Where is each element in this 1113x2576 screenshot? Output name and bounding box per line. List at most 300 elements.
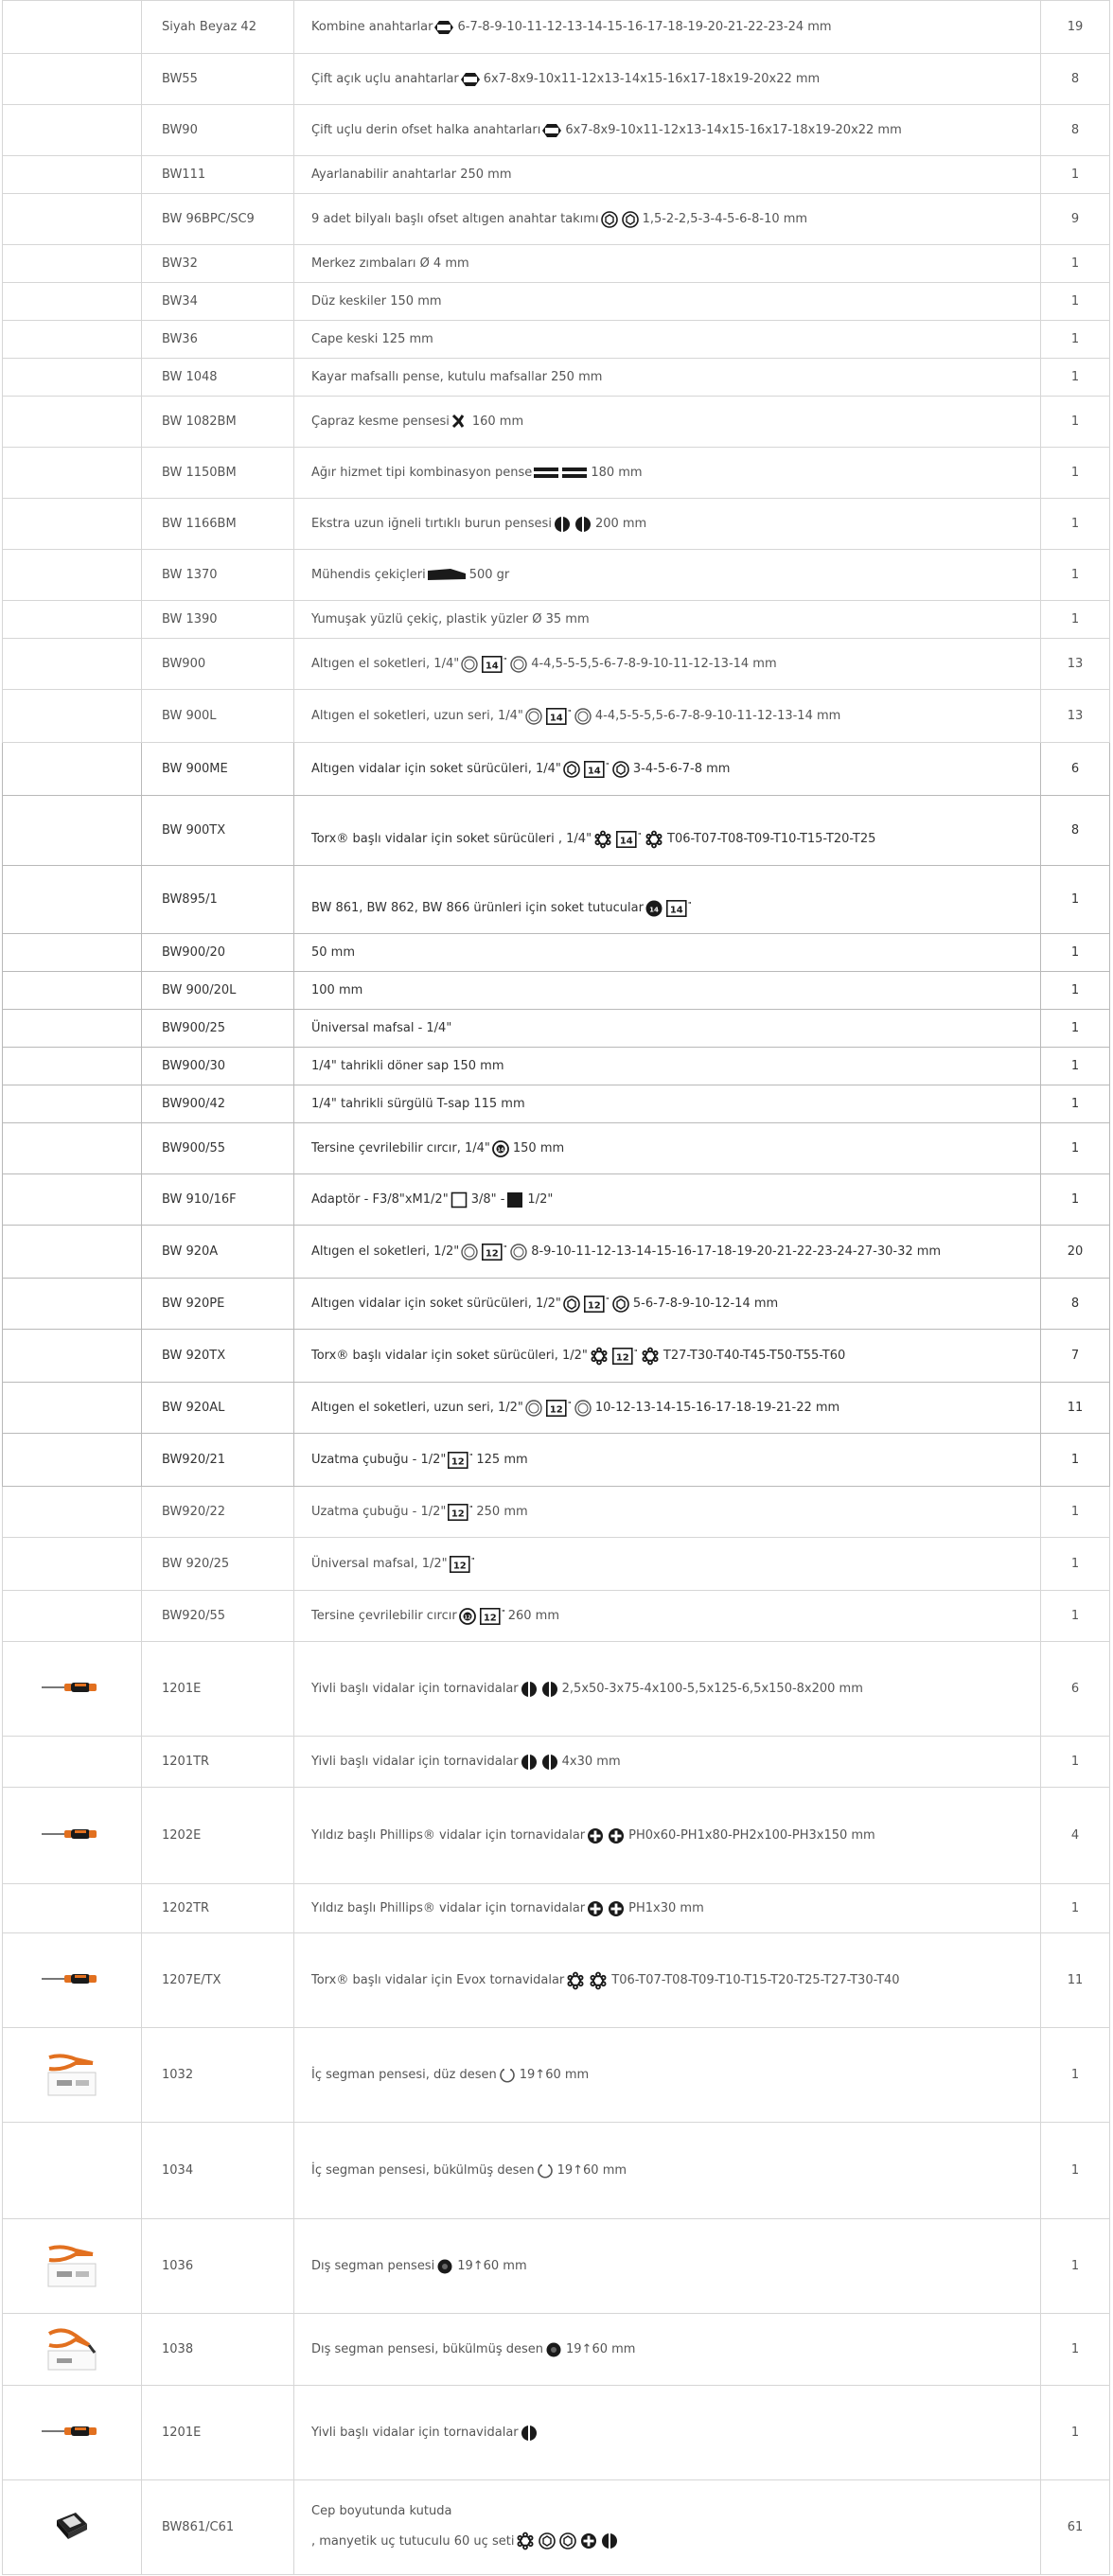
description-line-secondary (311, 2532, 1040, 2550)
product-description: Cep boyutunda kutuda (311, 2504, 452, 2518)
badge-12-icon (480, 1608, 504, 1625)
product-description: Çift uçlu derin ofset halka anahtarları (311, 123, 541, 137)
product-description: Çapraz kesme pensesi (311, 415, 450, 429)
product-description: Üniversal mafsal, 1/2" (311, 1557, 448, 1571)
torx-icon (645, 830, 663, 849)
table-row (3, 1933, 1110, 2028)
table-row (3, 499, 1110, 550)
product-code: 1201E (142, 2386, 294, 2480)
table-row (3, 1487, 1110, 1538)
product-spec: 1,5-2-2,5-3-4-5-6-8-10 mm (642, 212, 808, 226)
ratchet-12-icon (459, 1608, 476, 1625)
product-code: BW 1048 (142, 359, 294, 397)
product-code: BW32 (142, 245, 294, 283)
product-image-cell (3, 1884, 142, 1933)
product-quantity: 1 (1041, 283, 1110, 321)
hex-circle-icon (563, 1296, 580, 1313)
product-spec: 5-6-7-8-9-10-12-14 mm (632, 1297, 779, 1311)
product-spec: 19↑60 mm (457, 2259, 527, 2273)
product-image-cell (3, 1487, 142, 1538)
product-description-cell (294, 1, 1041, 54)
product-description-cell (294, 743, 1041, 796)
description-line (311, 294, 1040, 309)
product-image-cell (3, 194, 142, 245)
description-line (311, 1097, 1040, 1111)
product-description-cell (294, 2480, 1041, 2575)
product-code: BW900/20 (142, 934, 294, 972)
description-line (311, 1971, 1040, 1990)
badge-12-icon (448, 1504, 472, 1521)
product-description-cell (294, 1933, 1041, 2028)
table-row (3, 1788, 1110, 1884)
product-quantity: 1 (1041, 397, 1110, 448)
description-line (311, 761, 1040, 778)
product-description: Altıgen el soketleri, 1/2" (311, 1244, 460, 1259)
socket-ring-icon (461, 656, 478, 673)
product-description-cell (294, 499, 1041, 550)
product-description-cell (294, 1487, 1041, 1538)
product-description-cell (294, 2314, 1041, 2386)
product-spec: 500 gr (468, 568, 510, 582)
product-image-cell (3, 743, 142, 796)
product-code: BW900/42 (142, 1085, 294, 1123)
product-description-cell (294, 2386, 1041, 2480)
square-outline-icon (450, 1191, 468, 1209)
product-code: 1202TR (142, 1884, 294, 1933)
description-line (311, 1191, 1040, 1209)
product-description-cell (294, 1737, 1041, 1788)
product-image-cell (3, 690, 142, 743)
combination-wrench-icon (461, 72, 480, 87)
product-image-cell (3, 601, 142, 639)
product-spec: T27-T30-T40-T45-T50-T55-T60 (662, 1349, 846, 1363)
product-code: 1036 (142, 2219, 294, 2314)
product-spec: 8-9-10-11-12-13-14-15-16-17-18-19-20-21-22-23-24-27-30-32 mm (531, 1244, 942, 1259)
table-row (3, 1884, 1110, 1933)
product-code: BW 920/25 (142, 1538, 294, 1591)
svg-text:": " (633, 1348, 638, 1356)
description-line (311, 1244, 1040, 1261)
table-row (3, 550, 1110, 601)
table-row (3, 1174, 1110, 1226)
torx-icon (589, 1971, 608, 1990)
product-code: BW 96BPC/SC9 (142, 194, 294, 245)
combination-wrench-icon (434, 20, 453, 35)
socket-ring-icon (574, 1400, 592, 1417)
description-line (311, 2067, 1040, 2084)
product-description-cell (294, 1330, 1041, 1383)
table-row (3, 156, 1110, 194)
product-image-cell (3, 2386, 142, 2480)
description-line (311, 1900, 1040, 1917)
product-description: Ekstra uzun iğneli tırtıklı burun pensesi (311, 517, 552, 531)
svg-text:": " (567, 1400, 572, 1408)
table-row (3, 448, 1110, 499)
svg-text:12: 12 (451, 1509, 466, 1519)
product-quantity: 8 (1041, 796, 1110, 866)
product-quantity: 1 (1041, 1434, 1110, 1487)
description-line (311, 1827, 1040, 1844)
svg-text:12: 12 (483, 1613, 497, 1623)
badge-14-icon (482, 656, 506, 673)
product-image-cell (3, 1383, 142, 1434)
table-row (3, 1383, 1110, 1434)
product-spec: 2,5x50-3x75-4x100-5,5x125-6,5x150-8x200 mm (561, 1682, 863, 1696)
product-quantity: 1 (1041, 1487, 1110, 1538)
table-row (3, 2386, 1110, 2480)
circlip-filled-icon (436, 2258, 453, 2275)
product-spec: 4-4,5-5-5,5-6-7-8-9-10-11-12-13-14 mm (594, 709, 841, 723)
screwdriver-image (42, 1826, 102, 1845)
product-quantity: 8 (1041, 54, 1110, 105)
product-code: BW34 (142, 283, 294, 321)
product-description-cell (294, 796, 1041, 866)
product-description-cell (294, 1538, 1041, 1591)
product-image-cell (3, 321, 142, 359)
description-line (311, 516, 1040, 533)
product-code: BW 920TX (142, 1330, 294, 1383)
badge-12-icon (482, 1244, 506, 1261)
product-spec: 6x7-8x9-10x11-12x13-14x15-16x17-18x19-20x22 mm (565, 123, 902, 137)
description-line (311, 370, 1040, 384)
product-quantity: 1 (1041, 1085, 1110, 1123)
product-code: BW920/22 (142, 1487, 294, 1538)
half-circle-icon (554, 516, 571, 533)
product-description: Yivli başlı vidalar için tornavidalar (311, 2426, 519, 2440)
description-line (311, 612, 1040, 626)
product-quantity: 7 (1041, 1330, 1110, 1383)
product-quantity: 1 (1041, 1123, 1110, 1174)
product-code: BW900 (142, 639, 294, 690)
description-line (311, 1347, 1040, 1366)
product-description: 100 mm (311, 983, 363, 997)
product-description: Yivli başlı vidalar için tornavidalar (311, 1755, 519, 1769)
svg-text:": " (605, 1296, 610, 1304)
hammer-icon (428, 568, 466, 583)
description-line (311, 1556, 1040, 1573)
description-line (311, 2504, 1040, 2518)
product-description: Yıldız başlı Phillips® vidalar için tornavidalar (311, 1828, 586, 1843)
svg-text:12: 12 (486, 1248, 499, 1259)
product-description-cell (294, 1123, 1041, 1174)
product-description: Altıgen vidalar için soket sürücüleri, 1/4" (311, 762, 561, 776)
table-row (3, 1279, 1110, 1330)
product-image-cell (3, 550, 142, 601)
product-code: 1032 (142, 2028, 294, 2123)
product-code: 1201E (142, 1642, 294, 1737)
product-description: BW 861, BW 862, BW 866 ürünleri için soket tutucular (311, 901, 644, 915)
product-spec: T06-T07-T08-T09-T10-T15-T20-T25-T27-T30-T40 (611, 1973, 900, 1987)
product-code: BW 900L (142, 690, 294, 743)
product-code: 1034 (142, 2123, 294, 2219)
product-description: Ağır hizmet tipi kombinasyon pense (311, 466, 533, 480)
product-spec: 125 mm (476, 1453, 528, 1467)
product-description: Yivli başlı vidalar için tornavidalar (311, 1682, 519, 1696)
product-image-cell (3, 1174, 142, 1226)
product-image-cell (3, 359, 142, 397)
socket-holder-icon (645, 900, 662, 917)
bit-box-image (53, 2507, 91, 2549)
product-image-cell (3, 934, 142, 972)
product-description-cell (294, 359, 1041, 397)
product-description-cell (294, 1383, 1041, 1434)
half-circle-icon (521, 1681, 538, 1698)
product-code: BW 920AL (142, 1383, 294, 1434)
product-description-cell (294, 2219, 1041, 2314)
product-code: BW 1370 (142, 550, 294, 601)
product-code: BW55 (142, 54, 294, 105)
hex-circle-icon (612, 1296, 629, 1313)
product-image-cell (3, 1538, 142, 1591)
product-quantity: 8 (1041, 1279, 1110, 1330)
product-quantity: 1 (1041, 601, 1110, 639)
product-description-cell (294, 321, 1041, 359)
product-spec: 19↑60 mm (519, 2068, 590, 2082)
product-description-cell (294, 1884, 1041, 1933)
product-spec: 6-7-8-9-10-11-12-13-14-15-16-17-18-19-20-21-22-23-24 mm (457, 20, 832, 34)
product-code: BW36 (142, 321, 294, 359)
socket-ring-icon (525, 708, 542, 725)
product-image-cell (3, 2028, 142, 2123)
product-description-cell (294, 1048, 1041, 1085)
product-description-cell (294, 1226, 1041, 1279)
torx-icon (516, 2532, 535, 2550)
product-description-cell (294, 194, 1041, 245)
torx-icon (590, 1347, 609, 1366)
product-code: BW 920A (142, 1226, 294, 1279)
product-description: Üniversal mafsal - 1/4" (311, 1021, 452, 1035)
table-row (3, 2219, 1110, 2314)
product-code: BW900/25 (142, 1010, 294, 1048)
product-description: Torx® başlı vidalar için soket sürücüleri , 1/4" (311, 832, 592, 846)
table-row (3, 359, 1110, 397)
description-line (311, 883, 1040, 917)
flat-bar-icon (562, 467, 587, 480)
svg-text:": " (567, 708, 572, 716)
product-image-cell (3, 1085, 142, 1123)
badge-14-icon (666, 900, 691, 917)
svg-text:14: 14 (549, 713, 563, 723)
table-row (3, 690, 1110, 743)
product-description: Cape keski 125 mm (311, 332, 433, 346)
product-spec: 160 mm (471, 415, 524, 429)
description-line (311, 20, 1040, 35)
hex-circle-icon (612, 761, 629, 778)
description-line (311, 1296, 1040, 1313)
product-description-cell (294, 601, 1041, 639)
description-line (311, 1608, 1040, 1625)
socket-ring-icon (525, 1400, 542, 1417)
description-line (311, 414, 1040, 431)
product-spec: PH1x30 mm (628, 1901, 704, 1915)
description-line (311, 2162, 1040, 2179)
product-description-cell (294, 1085, 1041, 1123)
description-line (311, 1452, 1040, 1469)
product-description: Altıgen el soketleri, 1/4" (311, 657, 460, 671)
description-line (311, 2258, 1040, 2275)
torx-icon (593, 830, 612, 849)
product-image-cell (3, 1226, 142, 1279)
product-spec: 19↑60 mm (566, 2342, 636, 2356)
svg-text:14: 14 (669, 905, 683, 915)
description-line (311, 1021, 1040, 1035)
table-row (3, 1434, 1110, 1487)
table-row (3, 1591, 1110, 1642)
table-row (3, 1123, 1110, 1174)
svg-text:14: 14 (649, 906, 659, 913)
half-circle-icon (574, 516, 592, 533)
product-quantity: 1 (1041, 2219, 1110, 2314)
combination-wrench-icon (542, 123, 561, 138)
product-description-cell (294, 1642, 1041, 1737)
product-spec: 180 mm (591, 466, 643, 480)
product-quantity: 1 (1041, 866, 1110, 934)
product-description: Altıgen el soketleri, uzun seri, 1/2" (311, 1401, 523, 1415)
product-code: BW 1390 (142, 601, 294, 639)
product-description-cell (294, 2123, 1041, 2219)
badge-12-icon (612, 1348, 637, 1365)
table-row (3, 2480, 1110, 2575)
product-description: Altıgen vidalar için soket sürücüleri, 1/2" (311, 1297, 561, 1311)
product-description-cell (294, 245, 1041, 283)
svg-text:": " (605, 761, 610, 769)
hex-circle-icon (539, 2532, 556, 2550)
product-code: BW861/C61 (142, 2480, 294, 2575)
phillips-icon (587, 1900, 604, 1917)
product-quantity: 1 (1041, 972, 1110, 1010)
svg-text:12: 12 (587, 1300, 601, 1311)
product-spec: PH0x60-PH1x80-PH2x100-PH3x150 mm (628, 1828, 875, 1843)
product-description: Kayar mafsallı pense, kutulu mafsallar 250 mm (311, 370, 603, 384)
product-description: Ayarlanabilir anahtarlar 250 mm (311, 168, 512, 182)
product-description: Tersine çevrilebilir cırcır (311, 1609, 457, 1623)
product-description: 1/4" tahrikli sürgülü T-sap 115 mm (311, 1097, 525, 1111)
badge-14-icon (546, 708, 571, 725)
circlip-open-icon (499, 2067, 516, 2084)
screwdriver-image (42, 1971, 102, 1990)
hex-circle-icon (622, 211, 639, 228)
svg-text:": " (504, 656, 507, 664)
table-row (3, 283, 1110, 321)
product-code: BW900/55 (142, 1123, 294, 1174)
product-description: Adaptör - F3/8"xM1/2" (311, 1192, 449, 1207)
product-description: Merkez zımbaları Ø 4 mm (311, 256, 469, 271)
product-image-cell (3, 2219, 142, 2314)
table-row (3, 1330, 1110, 1383)
table-row (3, 2028, 1110, 2123)
product-code: 1038 (142, 2314, 294, 2386)
product-image-cell (3, 245, 142, 283)
socket-ring-icon (510, 656, 527, 673)
product-image-cell (3, 1123, 142, 1174)
phillips-icon (608, 1827, 625, 1844)
product-image-cell (3, 105, 142, 156)
product-code: Siyah Beyaz 42 (142, 1, 294, 54)
product-quantity: 1 (1041, 934, 1110, 972)
description-line (311, 1140, 1040, 1157)
product-description-cell (294, 283, 1041, 321)
product-description-cell (294, 1591, 1041, 1642)
product-code: BW 1082BM (142, 397, 294, 448)
product-description: Yumuşak yüzlü çekiç, plastik yüzler Ø 35 mm (311, 612, 590, 626)
product-description: Tersine çevrilebilir cırcır, 1/4" (311, 1141, 490, 1156)
product-spec: T06-T07-T08-T09-T10-T15-T20-T25 (667, 832, 876, 846)
table-row (3, 1538, 1110, 1591)
svg-text:": " (501, 1608, 505, 1616)
svg-text:12: 12 (549, 1404, 563, 1415)
product-quantity: 1 (1041, 321, 1110, 359)
badge-14-icon (616, 831, 641, 848)
product-image-cell (3, 283, 142, 321)
badge-12-icon (448, 1452, 472, 1469)
product-code: BW 1166BM (142, 499, 294, 550)
table-row (3, 105, 1110, 156)
hex-circle-icon (559, 2532, 576, 2550)
badge-12-icon (450, 1556, 474, 1573)
table-row (3, 1085, 1110, 1123)
product-spec: 260 mm (507, 1609, 560, 1623)
product-image-cell (3, 866, 142, 934)
product-description-cell (294, 1434, 1041, 1487)
product-description: 50 mm (311, 945, 356, 960)
screwdriver-image (42, 1680, 102, 1699)
description-line (311, 466, 1040, 480)
product-quantity: 8 (1041, 105, 1110, 156)
table-row (3, 866, 1110, 934)
circlip-open-icon (537, 2162, 554, 2179)
product-quantity: 1 (1041, 156, 1110, 194)
description-line (311, 813, 1040, 849)
table-row (3, 972, 1110, 1010)
table-row (3, 1048, 1110, 1085)
product-description: Yıldız başlı Phillips® vidalar için tornavidalar (311, 1901, 586, 1915)
svg-text:": " (469, 1452, 474, 1460)
product-description: Uzatma çubuğu - 1/2" (311, 1505, 447, 1519)
product-description: Çift açık uçlu anahtarlar (311, 72, 459, 86)
half-circle-icon (601, 2532, 618, 2550)
product-description-cell (294, 1788, 1041, 1884)
product-quantity: 1 (1041, 245, 1110, 283)
product-quantity: 1 (1041, 1174, 1110, 1226)
product-image-cell (3, 1591, 142, 1642)
product-code: BW 900TX (142, 796, 294, 866)
product-code: BW111 (142, 156, 294, 194)
svg-text:": " (504, 1244, 507, 1252)
table-row (3, 1, 1110, 54)
product-image-cell (3, 1, 142, 54)
product-code: BW90 (142, 105, 294, 156)
torx-icon (641, 1347, 660, 1366)
screwdriver-image (42, 2424, 102, 2443)
table-row (3, 2314, 1110, 2386)
flat-bar-icon (534, 467, 558, 480)
table-row (3, 601, 1110, 639)
table-row (3, 194, 1110, 245)
half-circle-icon (521, 1754, 538, 1771)
table-row (3, 934, 1110, 972)
product-code: 1207E/TX (142, 1933, 294, 2028)
product-spec: 250 mm (476, 1505, 528, 1519)
product-code: BW920/21 (142, 1434, 294, 1487)
product-quantity: 1 (1041, 499, 1110, 550)
product-quantity: 1 (1041, 448, 1110, 499)
product-code: BW895/1 (142, 866, 294, 934)
svg-text:": " (470, 1556, 475, 1564)
product-description: İç segman pensesi, düz desen (311, 2068, 497, 2082)
product-spec: 150 mm (512, 1141, 565, 1156)
table-row (3, 1010, 1110, 1048)
product-quantity: 6 (1041, 1642, 1110, 1737)
